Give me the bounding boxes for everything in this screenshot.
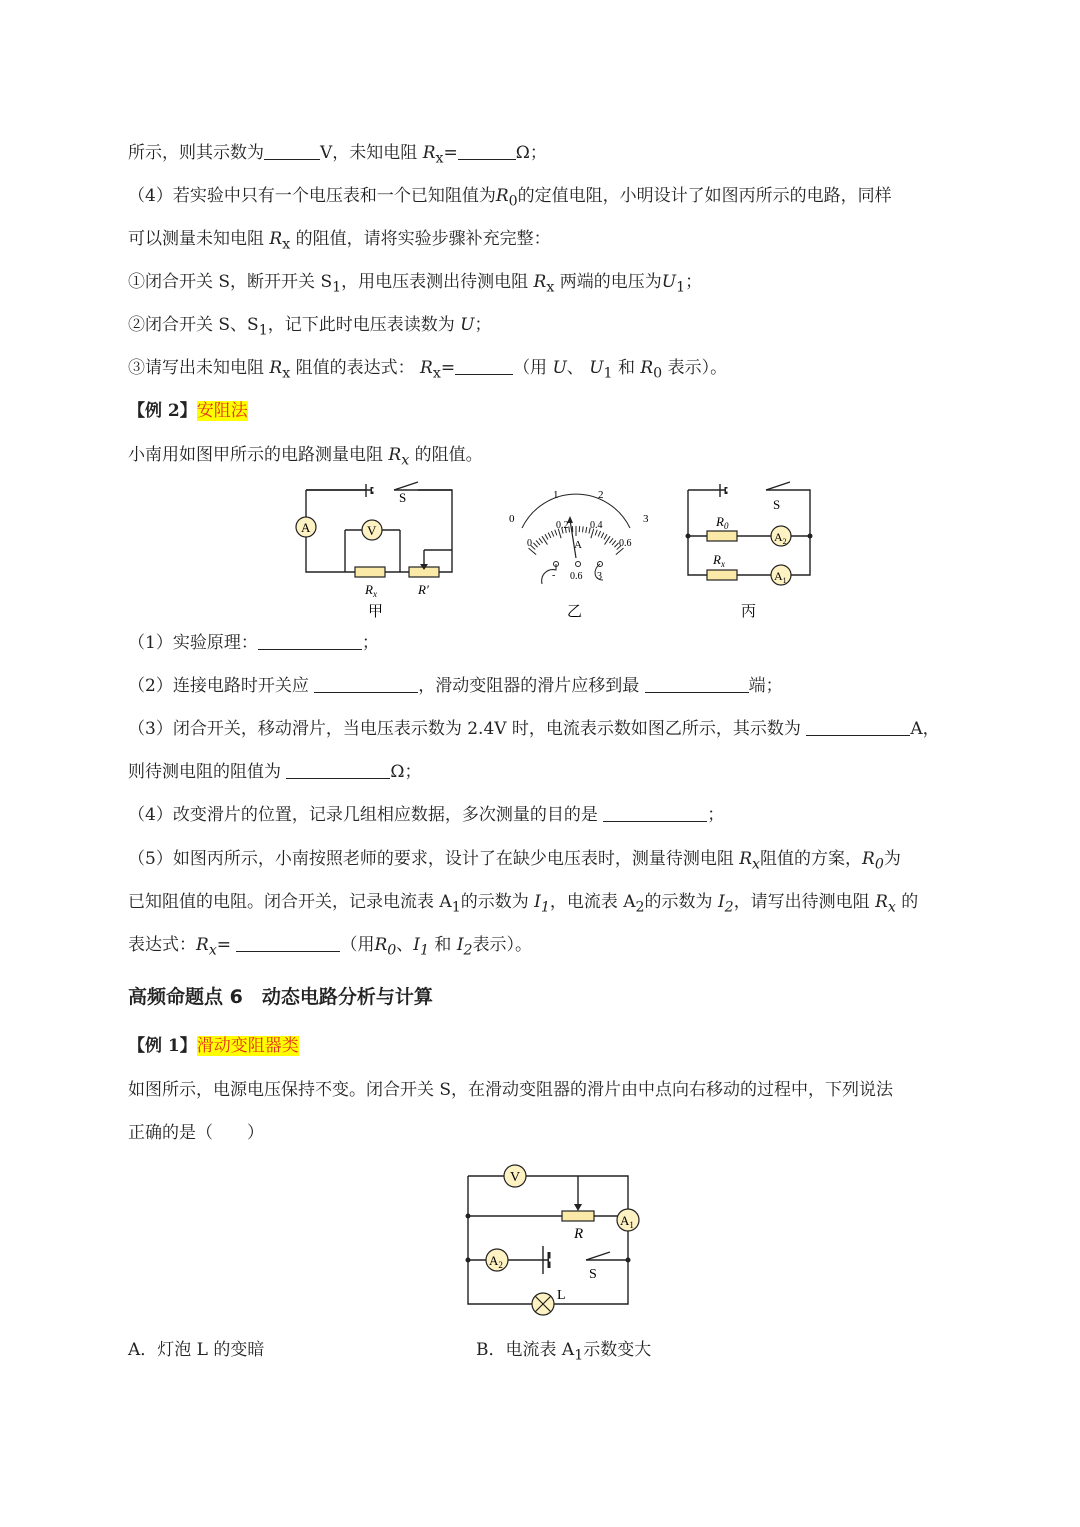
dial-tick [539, 538, 543, 543]
example-1-heading: 【例 1】滑动变阻器类 [128, 1036, 299, 1056]
jia-rp-label: R′ [418, 582, 429, 597]
ex1-stem: 如图所示，电源电压保持不变。闭合开关 S，在滑动变阻器的滑片由中点向右移动的过程中，下列说法 [128, 1080, 894, 1100]
bing-rx-label: $R_x$ [713, 552, 725, 569]
ex2-q3: （3）闭合开关，移动滑片，当电压表示数为 2.4V 时，电流表示数如图乙所示，其示数为 A， [128, 719, 940, 739]
dial-tick [614, 543, 618, 547]
ex2-q5-cont: 已知阻值的电阻。闭合开关，记录电流表 $A_1$的示数为 $I_1$，电流表 $A_2$的示数为 $I_2$，请写出待测电阻 $R_x$ 的 [128, 892, 919, 916]
q4-step-1: ①闭合开关 S，断开开关 $S_1$，用电压表测出待测电阻 $R_x$ 两端的电压为$U_1$； [128, 272, 703, 296]
bing-r0-label: $R_0$ [716, 514, 729, 531]
junction-dot [466, 1258, 471, 1263]
figure-row-ex2 [0, 480, 1080, 626]
answer-blank[interactable] [455, 358, 513, 375]
caption-bing: 丙 [741, 604, 757, 620]
q4-step-2: ②闭合开关 S、$S_1$，记下此时电压表读数为 U； [128, 315, 492, 339]
circuit-ex1-wires [468, 1176, 628, 1304]
caption-jia: 甲 [368, 604, 384, 620]
option-a[interactable]: A．灯泡 L 的变暗 [128, 1340, 265, 1360]
jia-rx-label: $R_x$ [365, 582, 377, 599]
terminal-minus-label: - [552, 570, 556, 581]
option-b[interactable]: B．电流表 $A_1$示数变大 [476, 1340, 652, 1364]
answer-blank[interactable] [236, 935, 340, 952]
ex1-a1-label: $A_1$ [620, 1213, 634, 1230]
method-tag: 滑动变阻器类 [196, 1036, 299, 1056]
dial-unit: A [574, 539, 582, 551]
example-2-intro: 小南用如图甲所示的电路测量电阻 $R_x$ 的阻值。 [128, 445, 483, 469]
dial-top-2: 2 [598, 489, 604, 501]
terminal-3-label: 3 [597, 571, 602, 582]
answer-blank[interactable] [645, 676, 749, 693]
dial-top-1: 1 [553, 489, 559, 501]
dial-bot-04: 0.4 [590, 520, 603, 531]
terminal-06-label: 0.6 [570, 571, 583, 582]
answer-blank[interactable] [314, 676, 418, 693]
answer-blank[interactable] [264, 143, 320, 160]
dial-tick [612, 541, 616, 546]
ex1-a2-label: $A_2$ [489, 1253, 503, 1270]
dial-bot-0: 0 [527, 538, 532, 549]
dial-tick [609, 538, 613, 543]
answer-blank[interactable] [458, 143, 516, 160]
dial-tick [601, 533, 604, 538]
junction-dot [686, 534, 691, 539]
junction-dot [466, 1214, 471, 1219]
dial-tick [604, 534, 607, 539]
jia-v-label: V [367, 523, 377, 538]
slider-arrow-ex1 [574, 1204, 582, 1211]
circuit-ex1 [0, 1160, 1080, 1320]
ex2-q3-cont: 则待测电阻的阻值为 Ω； [128, 762, 422, 782]
method-tag: 安阻法 [196, 401, 248, 421]
rheostat-r [562, 1211, 594, 1221]
ex1-s-label: S [589, 1267, 597, 1282]
dial-tick [536, 541, 540, 546]
rx-resistor-bing [707, 570, 737, 580]
answer-blank[interactable] [286, 762, 390, 779]
ex2-q4: （4）改变滑片的位置，记录几组相应数据，多次测量的目的是 ； [128, 805, 725, 825]
ammeter-dial [522, 494, 630, 528]
circuit-bing [688, 482, 810, 575]
dial-tick [598, 531, 600, 537]
q4-line-1: 所示，则其示数为 V，未知电阻 $R_x= \Omega$； [128, 143, 547, 167]
junction-dot [808, 534, 813, 539]
dial-tick [586, 527, 587, 533]
ex2-q1: （1）实验原理： ； [128, 633, 379, 653]
ex2-q5-expr: 表达式：$R_x=$ （用$R_0$、$I_1$ 和 $I_2$表示）。 [128, 935, 533, 959]
q4-step-3: ③请写出未知电阻 $R_x$ 阻值的表达式： $R_x=$ （用 U、 $U_1$ 和 $R_0$ 表示）。 [128, 358, 728, 382]
ex2-q2: （2）连接电路时开关应 ，滑动变阻器的滑片应移到最 端； [128, 676, 783, 696]
dial-tick [545, 534, 548, 539]
dial-bot-06: 0.6 [619, 538, 632, 549]
section-title: 高频命题点 6 动态电路分析与计算 [128, 986, 433, 1008]
jia-s-label: S [399, 490, 407, 505]
q4-line-3: 可以测量未知电阻 $R_x$ 的阻值，请将实验步骤补充完整： [128, 229, 551, 253]
junction-dot [626, 1258, 631, 1263]
ex1-r-label: R [574, 1226, 584, 1242]
dial-tick [548, 533, 551, 538]
dial-tick [569, 526, 570, 532]
dial-tick [533, 543, 537, 547]
jia-a-label: A [301, 520, 311, 535]
example-2-heading: 【例 2】安阻法 [128, 401, 248, 421]
dial-tick [551, 531, 553, 537]
ex1-v-label: V [510, 1170, 521, 1185]
bing-a2-label: $A_2$ [774, 530, 787, 546]
rx-resistor-jia [355, 567, 385, 577]
dial-top-3: 3 [643, 513, 649, 525]
bing-a1-label: $A_1$ [774, 569, 787, 585]
answer-blank[interactable] [806, 719, 910, 736]
caption-yi: 乙 [567, 604, 583, 620]
q4-line-2: （4）若实验中只有一个电压表和一个已知阻值为$R_0$的定值电阻，小明设计了如图丙所示的电路，同样 [128, 186, 892, 210]
answer-blank[interactable] [603, 805, 707, 822]
answer-blank[interactable] [258, 633, 362, 650]
r0-resistor-bing [707, 531, 737, 541]
bing-s-label: S [773, 497, 781, 512]
dial-top-0: 0 [509, 513, 515, 525]
ex1-stem-cont: 正确的是（ ） [128, 1123, 264, 1143]
ex1-l-label: L [557, 1288, 566, 1303]
ex2-q5: （5）如图丙所示，小南按照老师的要求，设计了在缺少电压表时，测量待测电阻 $R_x$阻值的方案，$R_0$为 [128, 849, 901, 873]
terminal-06 [576, 562, 581, 567]
dial-bot-02: 0.2 [556, 520, 569, 531]
dial-tick [583, 526, 584, 532]
